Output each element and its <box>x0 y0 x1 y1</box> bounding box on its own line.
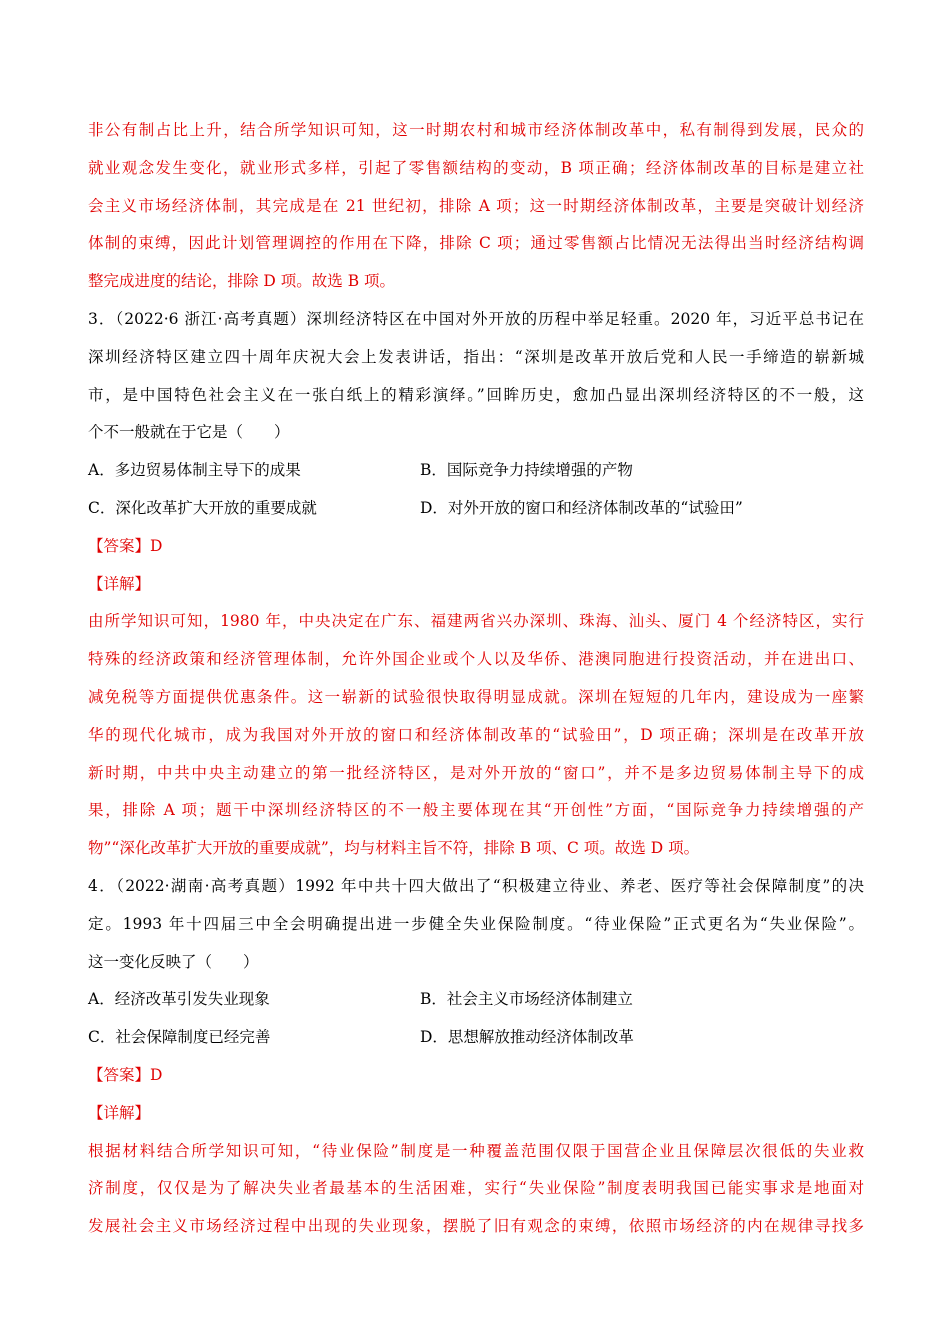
question-stem-line: 这一变化反映了（ ） <box>88 952 259 971</box>
document-page <box>88 112 864 1246</box>
q3-explanation <box>88 603 864 868</box>
answer-line <box>88 528 864 566</box>
options-row <box>88 981 864 1019</box>
explain-heading <box>88 566 864 604</box>
explanation-line: 济制度，仅仅是为了解决失业者最基本的生活困难，实行“失业保险”制度表明我国已能实事求是地面对 <box>88 1179 864 1198</box>
answer-line <box>88 1057 864 1095</box>
question-stem-line: 深圳经济特区建立四十周年庆祝大会上发表讲话，指出：“深圳是改革开放后党和人民一手缔造的崭新城 <box>88 347 864 366</box>
question-stem-line: 定。1993 年十四届三中全会明确提出进一步健全失业保险制度。“待业保险”正式更名为“失业保险”。 <box>88 914 864 933</box>
question-4 <box>88 868 864 1246</box>
option-a: A．经济改革引发失业现象 <box>88 990 270 1009</box>
option-d: D．对外开放的窗口和经济体制改革的“试验田” <box>420 498 743 517</box>
explanation-line: 体制的束缚，因此计划管理调控的作用在下降，排除 C 项；通过零售额占比情况无法得出当时经济结构调 <box>88 234 864 253</box>
explanation-line: 非公有制占比上升，结合所学知识可知，这一时期农村和城市经济体制改革中，私有制得到发展，民众的 <box>88 121 864 139</box>
answer-value: D <box>150 536 163 555</box>
options-row <box>88 490 864 528</box>
explanation-line: 发展社会主义市场经济过程中出现的失业现象，摆脱了旧有观念的束缚，依照市场经济的内在规律寻找多 <box>88 1217 864 1236</box>
explanation-line: 华的现代化城市，成为我国对外开放的窗口和经济体制改革的“试验田”，D 项正确；深圳是在改革开放 <box>88 725 864 744</box>
question-stem-line: 3．（2022·6 浙江·高考真题）深圳经济特区在中国对外开放的历程中举足轻重。2020 年，习近平总书记在 <box>88 309 864 328</box>
option-d: D．思想解放推动经济体制改革 <box>420 1028 634 1047</box>
answer-value: D <box>150 1065 163 1084</box>
explanation-line: 根据材料结合所学知识可知，“待业保险”制度是一种覆盖范围仅限于国营企业且保障层次很低的失业救 <box>88 1141 864 1160</box>
option-c: C．社会保障制度已经完善 <box>88 1028 271 1047</box>
explanation-line: 会主义市场经济体制，其完成是在 21 世纪初，排除 A 项；这一时期经济体制改革，主要是突破计划经济 <box>88 196 864 215</box>
explain-label: 【详解】 <box>88 1103 151 1122</box>
explanation-line: 新时期，中共中央主动建立的第一批经济特区，是对外开放的“窗口”，并不是多边贸易体制主导下的成 <box>88 763 864 782</box>
answer-label: 【答案】 <box>88 1065 151 1084</box>
option-b: B．社会主义市场经济体制建立 <box>420 990 633 1009</box>
explain-heading <box>88 1095 864 1133</box>
question-3 <box>88 301 864 868</box>
q4-explanation <box>88 1133 864 1246</box>
question-stem-line: 市，是中国特色社会主义在一张白纸上的精彩演绎。”回眸历史，愈加凸显出深圳经济特区的不一般，这 <box>88 385 864 404</box>
explanation-line: 果，排除 A 项；题干中深圳经济特区的不一般主要体现在其“开创性”方面，“国际竞争力持续增强的产 <box>88 801 864 820</box>
options-row <box>88 1019 864 1057</box>
option-a: A．多边贸易体制主导下的成果 <box>88 461 301 480</box>
answer-label: 【答案】 <box>88 536 151 555</box>
option-c: C．深化改革扩大开放的重要成就 <box>88 498 317 517</box>
question-stem-line: 4．（2022·湖南·高考真题）1992 年中共十四大做出了“积极建立待业、养老、医疗等社会保障制度”的决 <box>88 876 864 895</box>
option-b: B．国际竞争力持续增强的产物 <box>420 461 633 480</box>
q2-explanation <box>88 112 864 301</box>
explanation-line: 由所学知识可知，1980 年，中央决定在广东、福建两省兴办深圳、珠海、汕头、厦门 4 个经济特区，实行 <box>88 612 864 631</box>
explanation-line: 整完成进度的结论，排除 D 项。故选 B 项。 <box>88 272 396 291</box>
explanation-line: 减免税等方面提供优惠条件。这一崭新的试验很快取得明显成就。深圳在短短的几年内，建设成为一座繁 <box>88 687 864 706</box>
explain-label: 【详解】 <box>88 574 151 593</box>
question-stem-line: 个不一般就在于它是（ ） <box>88 423 290 442</box>
options-row <box>88 452 864 490</box>
explanation-line: 物”“深化改革扩大开放的重要成就”，均与材料主旨不符，排除 B 项、C 项。故选 D 项。 <box>88 839 700 858</box>
explanation-line: 特殊的经济政策和经济管理体制，允许外国企业或个人以及华侨、港澳同胞进行投资活动，并在进出口、 <box>88 650 864 669</box>
explanation-line: 就业观念发生变化，就业形式多样，引起了零售额结构的变动，B 项正确；经济体制改革的目标是建立社 <box>88 158 864 177</box>
